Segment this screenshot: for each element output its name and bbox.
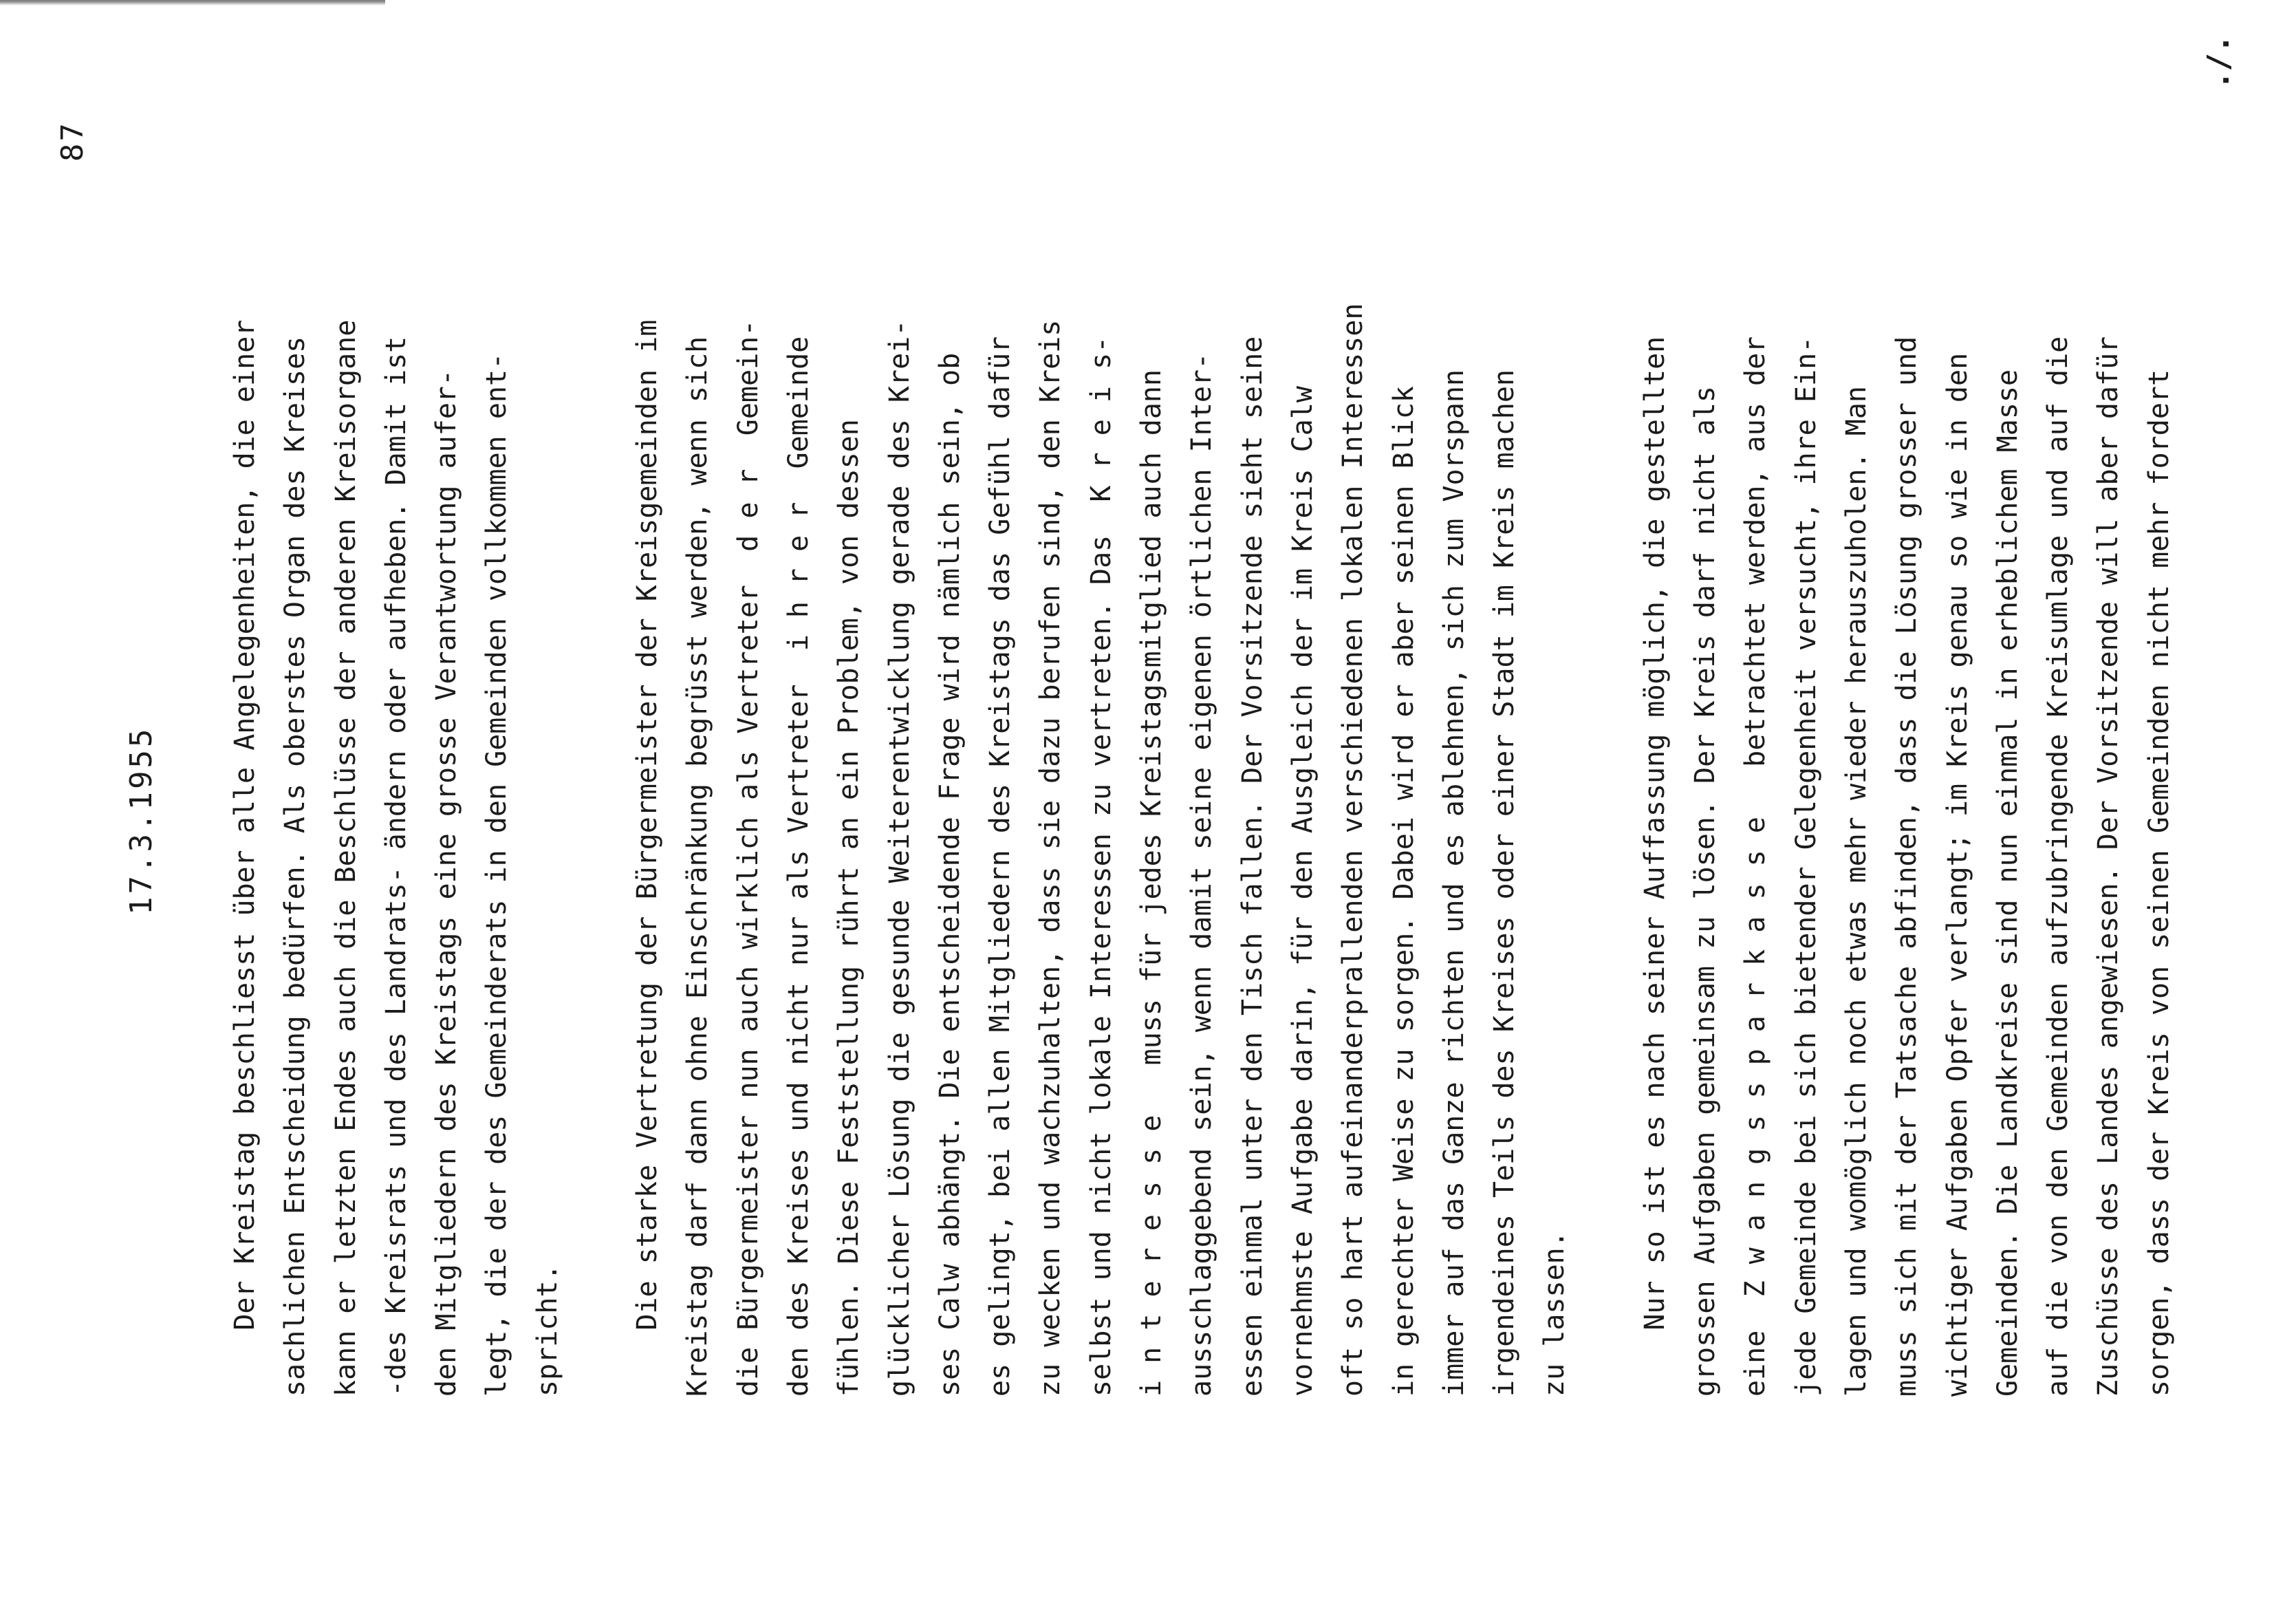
text-line: eine Z w a n g s s p a r k a s s e betrachtet werden, aus der	[1740, 336, 1772, 1397]
page-date: 17.3.1955	[124, 726, 159, 915]
text-line: Nur so ist es nach seiner Auffassung möglich, die gestellten	[1638, 336, 1671, 1397]
text-line: legt, die der des Gemeinderats in den Gemeinden vollkommen ent-	[481, 352, 513, 1397]
text-line: selbst und nicht lokale Interessen zu vertreten. Das K r e i s-	[1085, 336, 1117, 1397]
text-line: muss sich mit der Tatsache abfinden, dass die Lösung grosser und	[1891, 336, 1923, 1397]
text-line: zu lassen.	[1539, 1231, 1571, 1397]
text-line: sorgen, dass der Kreis von seinen Gemeinden nicht mehr fordert	[2143, 369, 2175, 1397]
text-line: ses Calw abhängt. Die entscheidende Frage wird nämlich sein, ob	[933, 352, 966, 1397]
text-line: ausschlaggebend sein, wenn damit seine eigenen örtlichen Inter-	[1186, 352, 1218, 1397]
text-line: den des Kreises und nicht nur als Vertreter i h r e r Gemeinde	[782, 336, 814, 1397]
paragraph	[1630, 41, 2185, 1397]
text-line: fühlen. Diese Feststellung rührt an ein Problem, von dessen	[833, 419, 865, 1397]
text-line: sachlichen Entscheidung bedürfen. Als oberstes Organ des Kreises	[279, 336, 312, 1397]
text-line: jede Gemeinde bei sich bietender Gelegenheit versucht, ihre Ein-	[1790, 336, 1822, 1397]
text-line: Zuschüsse des Landes angewiesen. Der Vorsitzende will aber dafür	[2092, 336, 2125, 1397]
paragraph	[622, 41, 1581, 1397]
body-text	[220, 41, 2234, 1397]
paragraph	[220, 41, 573, 1397]
text-line: i n t e r e s s e muss für jedes Kreistagsmitglied auch dann	[1136, 369, 1168, 1397]
text-line: in gerechter Weise zu sorgen. Dabei wird er aber seinen Blick	[1387, 385, 1420, 1397]
text-line: essen einmal unter den Tisch fallen. Der Vorsitzende sieht seine	[1236, 336, 1268, 1397]
text-line: auf die von den Gemeinden aufzubringende Kreisumlage und auf die	[2042, 336, 2075, 1397]
text-line: Der Kreistag beschliesst über alle Angelegenheiten, die einer	[229, 319, 261, 1397]
text-line: -des Kreisrats und des Landrats- ändern oder aufheben. Damit ist	[380, 336, 412, 1397]
text-line: lagen und womöglich noch etwas mehr wieder herauszuholen. Man	[1840, 385, 1872, 1397]
text-line: oft so hart aufeinanderprallenden verschiedenen lokalen Interessen	[1337, 303, 1369, 1397]
text-line: es gelingt, bei allen Mitgliedern des Kreistags das Gefühl dafür	[984, 336, 1017, 1397]
text-line: den Mitgliedern des Kreistags eine grosse Verantwortung aufer-	[431, 369, 463, 1397]
text-line: zu wecken und wachzuhalten, dass sie dazu berufen sind, den Kreis	[1035, 319, 1067, 1397]
text-line: spricht.	[531, 1264, 563, 1397]
text-line: kann er letzten Endes auch die Beschlüsse der anderen Kreisorgane	[329, 319, 362, 1397]
text-line: Gemeinden. Die Landkreise sind nun einmal in erheblichem Masse	[1991, 369, 2024, 1397]
text-line: vornehmste Aufgabe darin, für den Ausgleich der im Kreis Calw	[1286, 385, 1319, 1397]
text-line: glücklicher Lösung die gesunde Weiterentwicklung gerade des Krei-	[883, 319, 916, 1397]
text-line: grossen Aufgaben gemeinsam zu lösen. Der Kreis darf nicht als	[1689, 385, 1722, 1397]
continuation-mark: ./.	[2201, 34, 2236, 89]
text-line: Die starke Vertretung der Bürgermeister der Kreisgemeinden im	[631, 319, 664, 1397]
text-line: immer auf das Ganze richten und es ablehnen, sich zum Vorspann	[1438, 369, 1470, 1397]
page-number: 87	[55, 121, 90, 162]
text-line: Kreistag darf dann ohne Einschränkung begrüsst werden, wenn sich	[682, 336, 714, 1397]
text-line: die Bürgermeister nun auch wirklich als Vertreter d e r Gemein-	[732, 319, 764, 1397]
text-line: irgendeines Teils des Kreises oder einer Stadt im Kreis machen	[1488, 369, 1521, 1397]
text-line: wichtiger Aufgaben Opfer verlangt; im Kreis genau so wie in den	[1941, 352, 1973, 1397]
